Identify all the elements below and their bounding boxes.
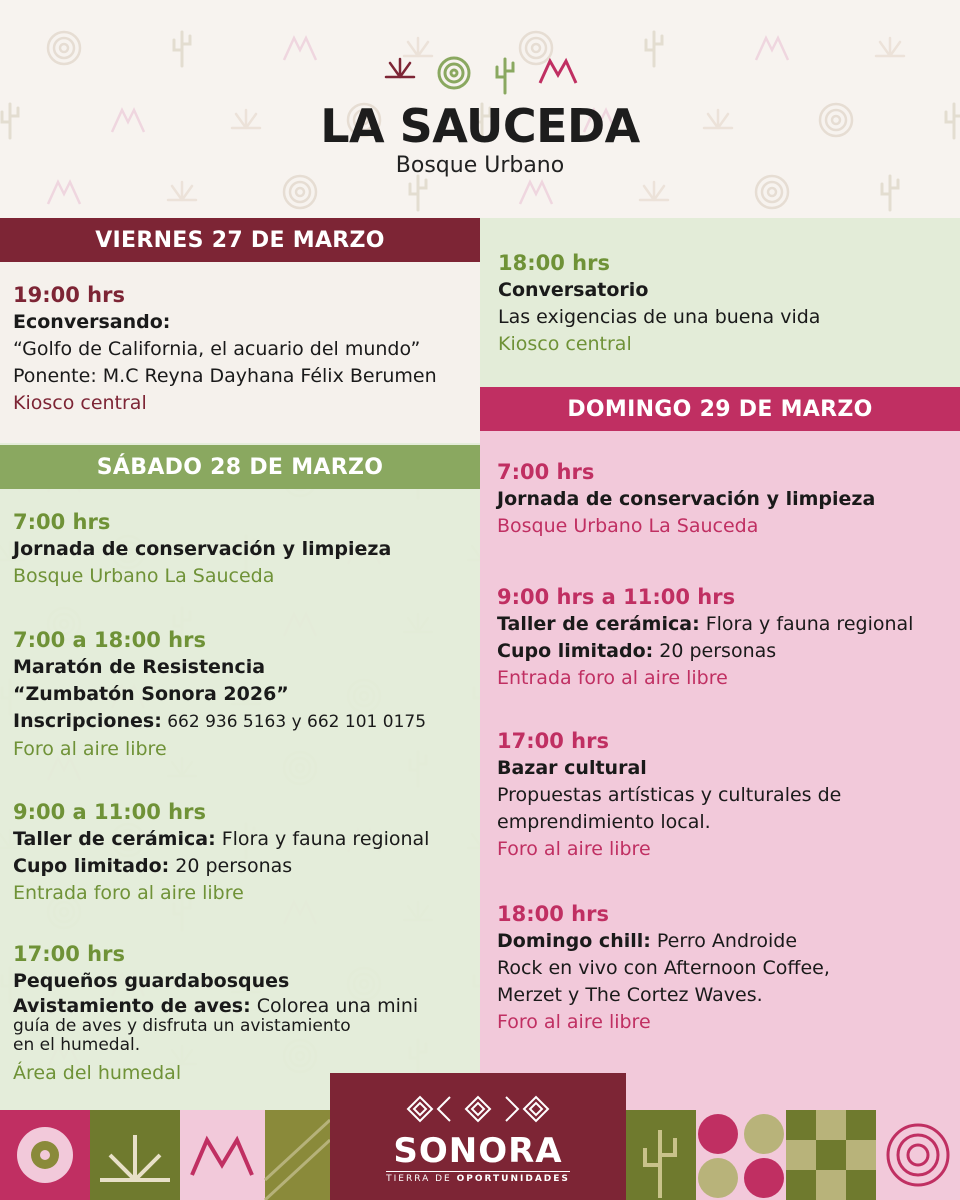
event-title-rest: Flora y fauna regional [699, 613, 914, 635]
info-value: 662 936 5163 y 662 101 0175 [161, 712, 427, 732]
info-label: Cupo limitado: [13, 855, 170, 877]
event-place: Entrada foro al aire libre [497, 667, 728, 689]
event-time: 18:00 hrs [498, 251, 610, 275]
event-saturday-3 [13, 799, 429, 907]
event-time: 9:00 a 11:00 hrs [13, 800, 206, 824]
event-sunday-1 [497, 459, 875, 540]
info-label: Cupo limitado: [497, 640, 654, 662]
cactus-icon [490, 55, 520, 95]
event-time: 7:00 hrs [497, 460, 595, 484]
logo-tagline [386, 1171, 570, 1184]
speaker-name: M.C Reyna Dayhana Félix Berumen [96, 365, 437, 387]
event-info-2: guía de aves y disfruta un avistamiento [13, 1016, 351, 1036]
event-time: 7:00 a 18:00 hrs [13, 628, 206, 652]
event-title-2: “Zumbatón Sonora 2026” [13, 683, 289, 705]
event-title: Conversatorio [498, 279, 649, 301]
event-time: 7:00 hrs [13, 510, 111, 534]
event-place: Área del humedal [13, 1062, 182, 1084]
event-place: Bosque Urbano La Sauceda [497, 515, 759, 537]
tagline-part-1: TIERRA DE [386, 1174, 457, 1184]
event-place: Bosque Urbano La Sauceda [13, 565, 275, 587]
event-title: Jornada de conservación y limpieza [497, 488, 876, 510]
day-banner-sunday: DOMINGO 29 DE MARZO [480, 387, 960, 431]
day-banner-saturday: SÁBADO 28 DE MARZO [0, 445, 480, 489]
event-friday-1 [13, 282, 437, 417]
event-subtitle: Las exigencias de una buena vida [498, 306, 821, 328]
event-saturday-2 [13, 627, 426, 763]
event-place: Foro al aire libre [497, 838, 651, 860]
page-subtitle: Bosque Urbano [395, 153, 565, 178]
logo-wordmark: SONORA [393, 1131, 563, 1171]
event-place: Entrada foro al aire libre [13, 882, 244, 904]
event-title: Taller de cerámica: [497, 613, 700, 635]
event-title: Taller de cerámica: [13, 828, 216, 850]
event-desc-2: Merzet y The Cortez Waves. [497, 984, 763, 1006]
day-banner-friday: VIERNES 27 DE MARZO [0, 218, 480, 262]
event-place: Foro al aire libre [497, 1011, 651, 1033]
grass-icon [382, 55, 418, 83]
event-saturday-1 [13, 509, 391, 590]
event-title-row [497, 611, 913, 638]
sonora-logo [330, 1073, 626, 1200]
event-title: Maratón de Resistencia [13, 656, 266, 678]
event-info [497, 638, 913, 665]
page-title: LA SAUCEDA [320, 99, 640, 153]
event-desc-1: Rock en vivo con Afternoon Coffee, [497, 957, 830, 979]
event-subtitle: “Golfo de California, el acuario del mundo” [13, 338, 421, 360]
event-title-row [13, 826, 429, 853]
event-saturday-4 [13, 941, 418, 1087]
event-title-row [497, 928, 830, 955]
event-desc-1: Propuestas artísticas y culturales de [497, 784, 842, 806]
header [0, 55, 960, 178]
event-title: Jornada de conservación y limpieza [13, 538, 392, 560]
event-desc-2: emprendimiento local. [497, 811, 711, 833]
event-title: Domingo chill: [497, 930, 651, 952]
event-time: 17:00 hrs [13, 942, 125, 966]
event-time: 19:00 hrs [13, 283, 125, 307]
info-label: Avistamiento de aves: [13, 995, 251, 1017]
event-info [13, 708, 426, 736]
event-speaker [13, 363, 437, 390]
event-place: Kiosco central [498, 333, 632, 355]
event-info [13, 995, 418, 1017]
event-info-3: en el humedal. [13, 1035, 141, 1055]
event-place: Kiosco central [13, 392, 147, 414]
info-value: 20 personas [653, 640, 777, 662]
tagline-part-2: OPORTUNIDADES [456, 1174, 570, 1184]
event-place: Foro al aire libre [13, 738, 167, 760]
event-time: 17:00 hrs [497, 729, 609, 753]
event-time: 18:00 hrs [497, 902, 609, 926]
info-value: 20 personas [169, 855, 293, 877]
mountain-icon [538, 55, 578, 87]
event-sunday-2 [497, 584, 913, 692]
info-label: Inscripciones: [13, 710, 162, 732]
event-time: 9:00 hrs a 11:00 hrs [497, 585, 736, 609]
event-info [13, 853, 429, 880]
event-friday-2 [498, 250, 820, 358]
event-title: Pequeños guardabosques [13, 970, 290, 992]
event-sunday-3 [497, 728, 841, 863]
event-title: Bazar cultural [497, 757, 647, 779]
event-title-rest: Flora y fauna regional [215, 828, 430, 850]
header-icons [0, 55, 960, 95]
speaker-label: Ponente: [13, 365, 97, 387]
event-title-rest: Perro Androide [650, 930, 798, 952]
event-sunday-4 [497, 901, 830, 1036]
event-title: Econversando: [13, 311, 171, 333]
logo-glyph-icon [398, 1089, 558, 1129]
info-value: Colorea una mini [250, 995, 419, 1017]
spiral-icon [436, 55, 472, 91]
